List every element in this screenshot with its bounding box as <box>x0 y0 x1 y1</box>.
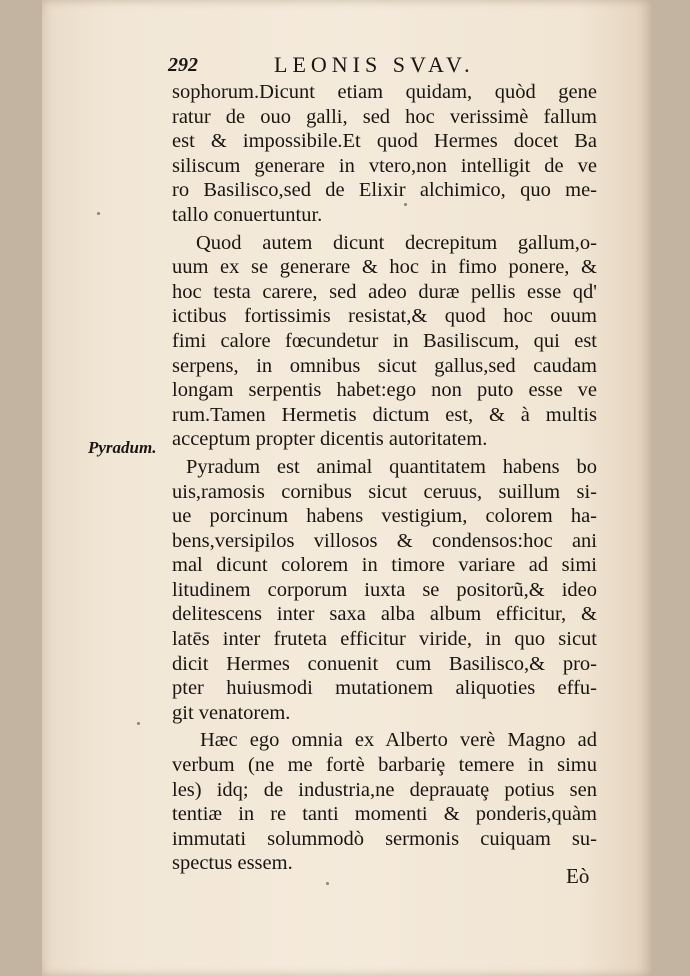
text-line: bens,versipilos villosos & condensos:hoc ani <box>172 529 597 552</box>
text-line: git venatorem. <box>172 701 291 724</box>
ink-speck <box>326 882 329 885</box>
text-line: rum.Tamen Hermetis dictum est, & à multis <box>172 403 597 426</box>
body-text <box>172 80 597 876</box>
text-line: acceptum propter dicentis autoritatem. <box>172 428 488 451</box>
ink-speck <box>97 212 100 215</box>
text-line: uis,ramosis cornibus sicut ceruus, suillum si- <box>172 480 597 503</box>
text-line: mal dicunt colorem in timore variare ad simi <box>172 554 597 577</box>
text-line: Pyradum est animal quantitatem habens bo <box>186 455 597 478</box>
text-line: ue porcinum habens vestigium, colorem ha- <box>172 505 597 528</box>
running-head <box>168 52 598 80</box>
ink-speck <box>137 722 140 725</box>
text-line: uum ex se generare & hoc in fimo ponere, & <box>172 256 597 279</box>
text-line: tallo conuertuntur. <box>172 203 323 226</box>
paragraph-2 <box>172 231 597 452</box>
text-line: verbum (ne me fortè barbariȩ temere in simu <box>172 754 597 777</box>
text-line: delitescens inter saxa alba album efficitur, & <box>172 603 597 626</box>
text-line: litudinem corporum iuxta se positorũ,& ideo <box>172 578 597 601</box>
text-line: Quod autem dicunt decrepitum gallum,o- <box>196 231 597 254</box>
text-line: Hæc ego omnia ex Alberto verè Magno ad <box>200 729 597 752</box>
text-line: est & impossibile.Et quod Hermes docet Ba <box>172 130 597 153</box>
text-line: fimi calore fœcundetur in Basiliscum, qui est <box>172 329 597 352</box>
text-line: les) idq; de industria,ne deprauatȩ potius sen <box>172 778 597 801</box>
paragraph-4 <box>172 728 597 876</box>
text-line: serpens, in omnibus sicut gallus,sed caudam <box>172 354 597 377</box>
text-line: spectus essem. <box>172 852 293 875</box>
text-line: tentiæ in re tanti momenti & ponderis,quàm <box>172 803 597 826</box>
text-line: longam serpentis habet:ego non puto esse ve <box>172 379 597 402</box>
text-line: sophorum.Dicunt etiam quidam, quòd gene <box>172 81 597 103</box>
text-line: ro Basilisco,sed de Elixir alchimico, quo me- <box>172 179 597 202</box>
ink-speck <box>404 203 407 206</box>
paragraph-3 <box>172 455 597 726</box>
text-line: siliscum generare in vtero,non intelligit de ve <box>172 154 597 177</box>
text-line: pter huiusmodi mutationem aliquoties effu- <box>172 677 597 700</box>
page-number: 292 <box>168 54 198 76</box>
catchword: Eò <box>566 864 590 888</box>
text-line: latēs inter fruteta efficitur viride, in quo sicut <box>172 628 597 651</box>
running-title: LEONIS SVAV. <box>274 52 475 77</box>
text-line: ratur de ouo galli, sed hoc verissimè fallum <box>172 105 597 128</box>
text-line: immutati solummodò sermonis cuiquam su- <box>172 827 597 850</box>
text-line: dicit Hermes conuenit cum Basilisco,& pro- <box>172 652 597 675</box>
text-line: hoc testa carere, sed adeo duræ pellis esse qd' <box>172 280 597 303</box>
text-line: ictibus fortissimis resistat,& quod hoc ouum <box>172 305 597 328</box>
margin-note: Pyradum. <box>88 438 157 457</box>
paragraph-1 <box>172 80 597 228</box>
